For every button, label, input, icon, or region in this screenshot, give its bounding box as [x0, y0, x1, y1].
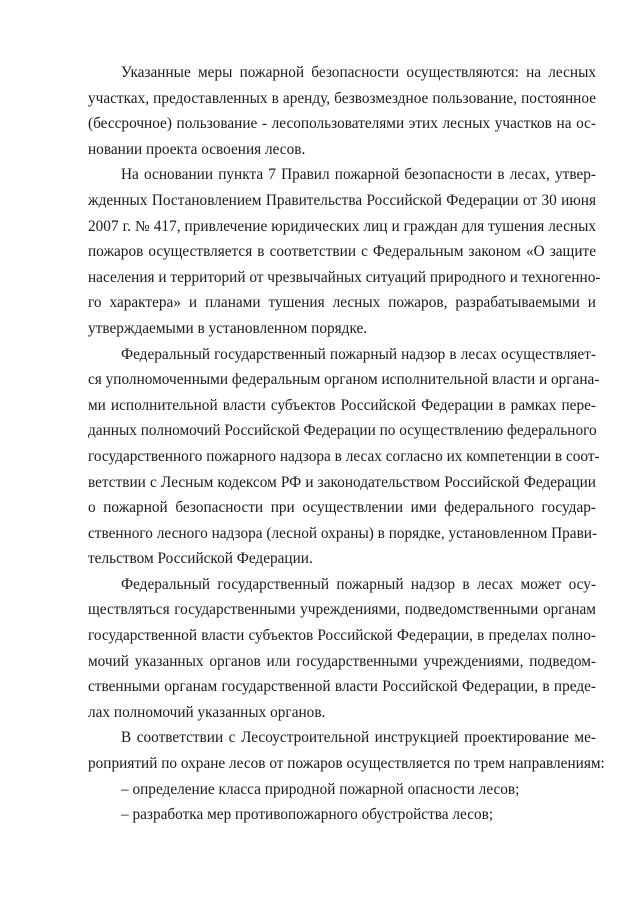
text-line: тельством Российской Федерации.: [88, 550, 313, 568]
paragraph: [88, 725, 605, 776]
text-line: Федеральный государственный пожарный надзор в лесах осуществляет-: [121, 345, 596, 363]
document-body: [88, 60, 605, 828]
text-line: участках, предоставленных в аренду, безвозмездное пользование, постоянное: [88, 89, 596, 107]
text-line: ся уполномоченными федеральным органом исполнительной власти и органа-: [88, 371, 600, 389]
text-line: Федеральный государственный пожарный надзор в лесах может осу-: [121, 575, 596, 593]
text-line: населения и территорий от чрезвычайных ситуаций природного и техногенно-: [88, 268, 601, 286]
text-line: ветствии с Лесным кодексом РФ и законодательством Российской Федерации: [88, 473, 596, 491]
text-line: ми исполнительной власти субъектов Российской Федерации в рамках пере-: [88, 396, 596, 414]
text-line: государственного пожарного надзора в лесах согласно их компетенции в соот-: [88, 447, 600, 465]
paragraph: [88, 60, 596, 162]
text-line: ществляться государственными учреждениями, подведомственными органам: [88, 601, 596, 619]
paragraph: [88, 572, 596, 726]
text-line: о пожарной безопасности при осуществлении ими федерального государ-: [88, 499, 596, 517]
text-line: го характера» и планами тушения лесных пожаров, разрабатываемыми и: [88, 294, 596, 312]
list-item: [88, 802, 596, 828]
text-line: 2007 г. № 417, привлечение юридических лиц и граждан для тушения лесных: [88, 217, 596, 235]
text-line: новании проекта освоения лесов.: [88, 140, 306, 158]
text-line: – разработка мер противопожарного обустройства лесов;: [121, 806, 494, 824]
text-line: (бессрочное) пользование - лесопользователями этих лесных участков на ос-: [88, 115, 596, 133]
text-line: государственной власти субъектов Российской Федерации, в пределах полно-: [88, 627, 596, 645]
paragraph: [88, 162, 601, 341]
text-line: данных полномочий Российской Федерации по осуществлению федерального: [88, 422, 597, 440]
text-line: утверждаемыми в установленном порядке.: [88, 319, 368, 337]
text-line: В соответствии с Лесоустроительной инструкцией проектирование ме-: [121, 729, 596, 747]
text-line: роприятий по охране лесов от пожаров осуществляется по трем направлениям:: [88, 755, 605, 773]
text-line: мочий указанных органов или государственными учреждениями, подведом-: [88, 652, 596, 670]
text-line: лах полномочий указанных органов.: [88, 703, 326, 721]
text-line: ственными органам государственной власти Российской Федерации, в преде-: [88, 678, 596, 696]
text-line: – определение класса природной пожарной опасности лесов;: [121, 780, 520, 798]
paragraph: [88, 342, 600, 572]
list-item: [88, 777, 596, 803]
text-line: жденных Постановлением Правительства Российской Федерации от 30 июня: [88, 191, 596, 209]
text-line: Указанные меры пожарной безопасности осуществляются: на лесных: [121, 64, 596, 81]
text-line: На основании пункта 7 Правил пожарной безопасности в лесах, утвер-: [121, 166, 596, 184]
text-line: пожаров осуществляется в соответствии с Федеральным законом «О защите: [88, 243, 596, 261]
text-line: ственного лесного надзора (лесной охраны) в порядке, установленном Прави-: [88, 524, 598, 542]
